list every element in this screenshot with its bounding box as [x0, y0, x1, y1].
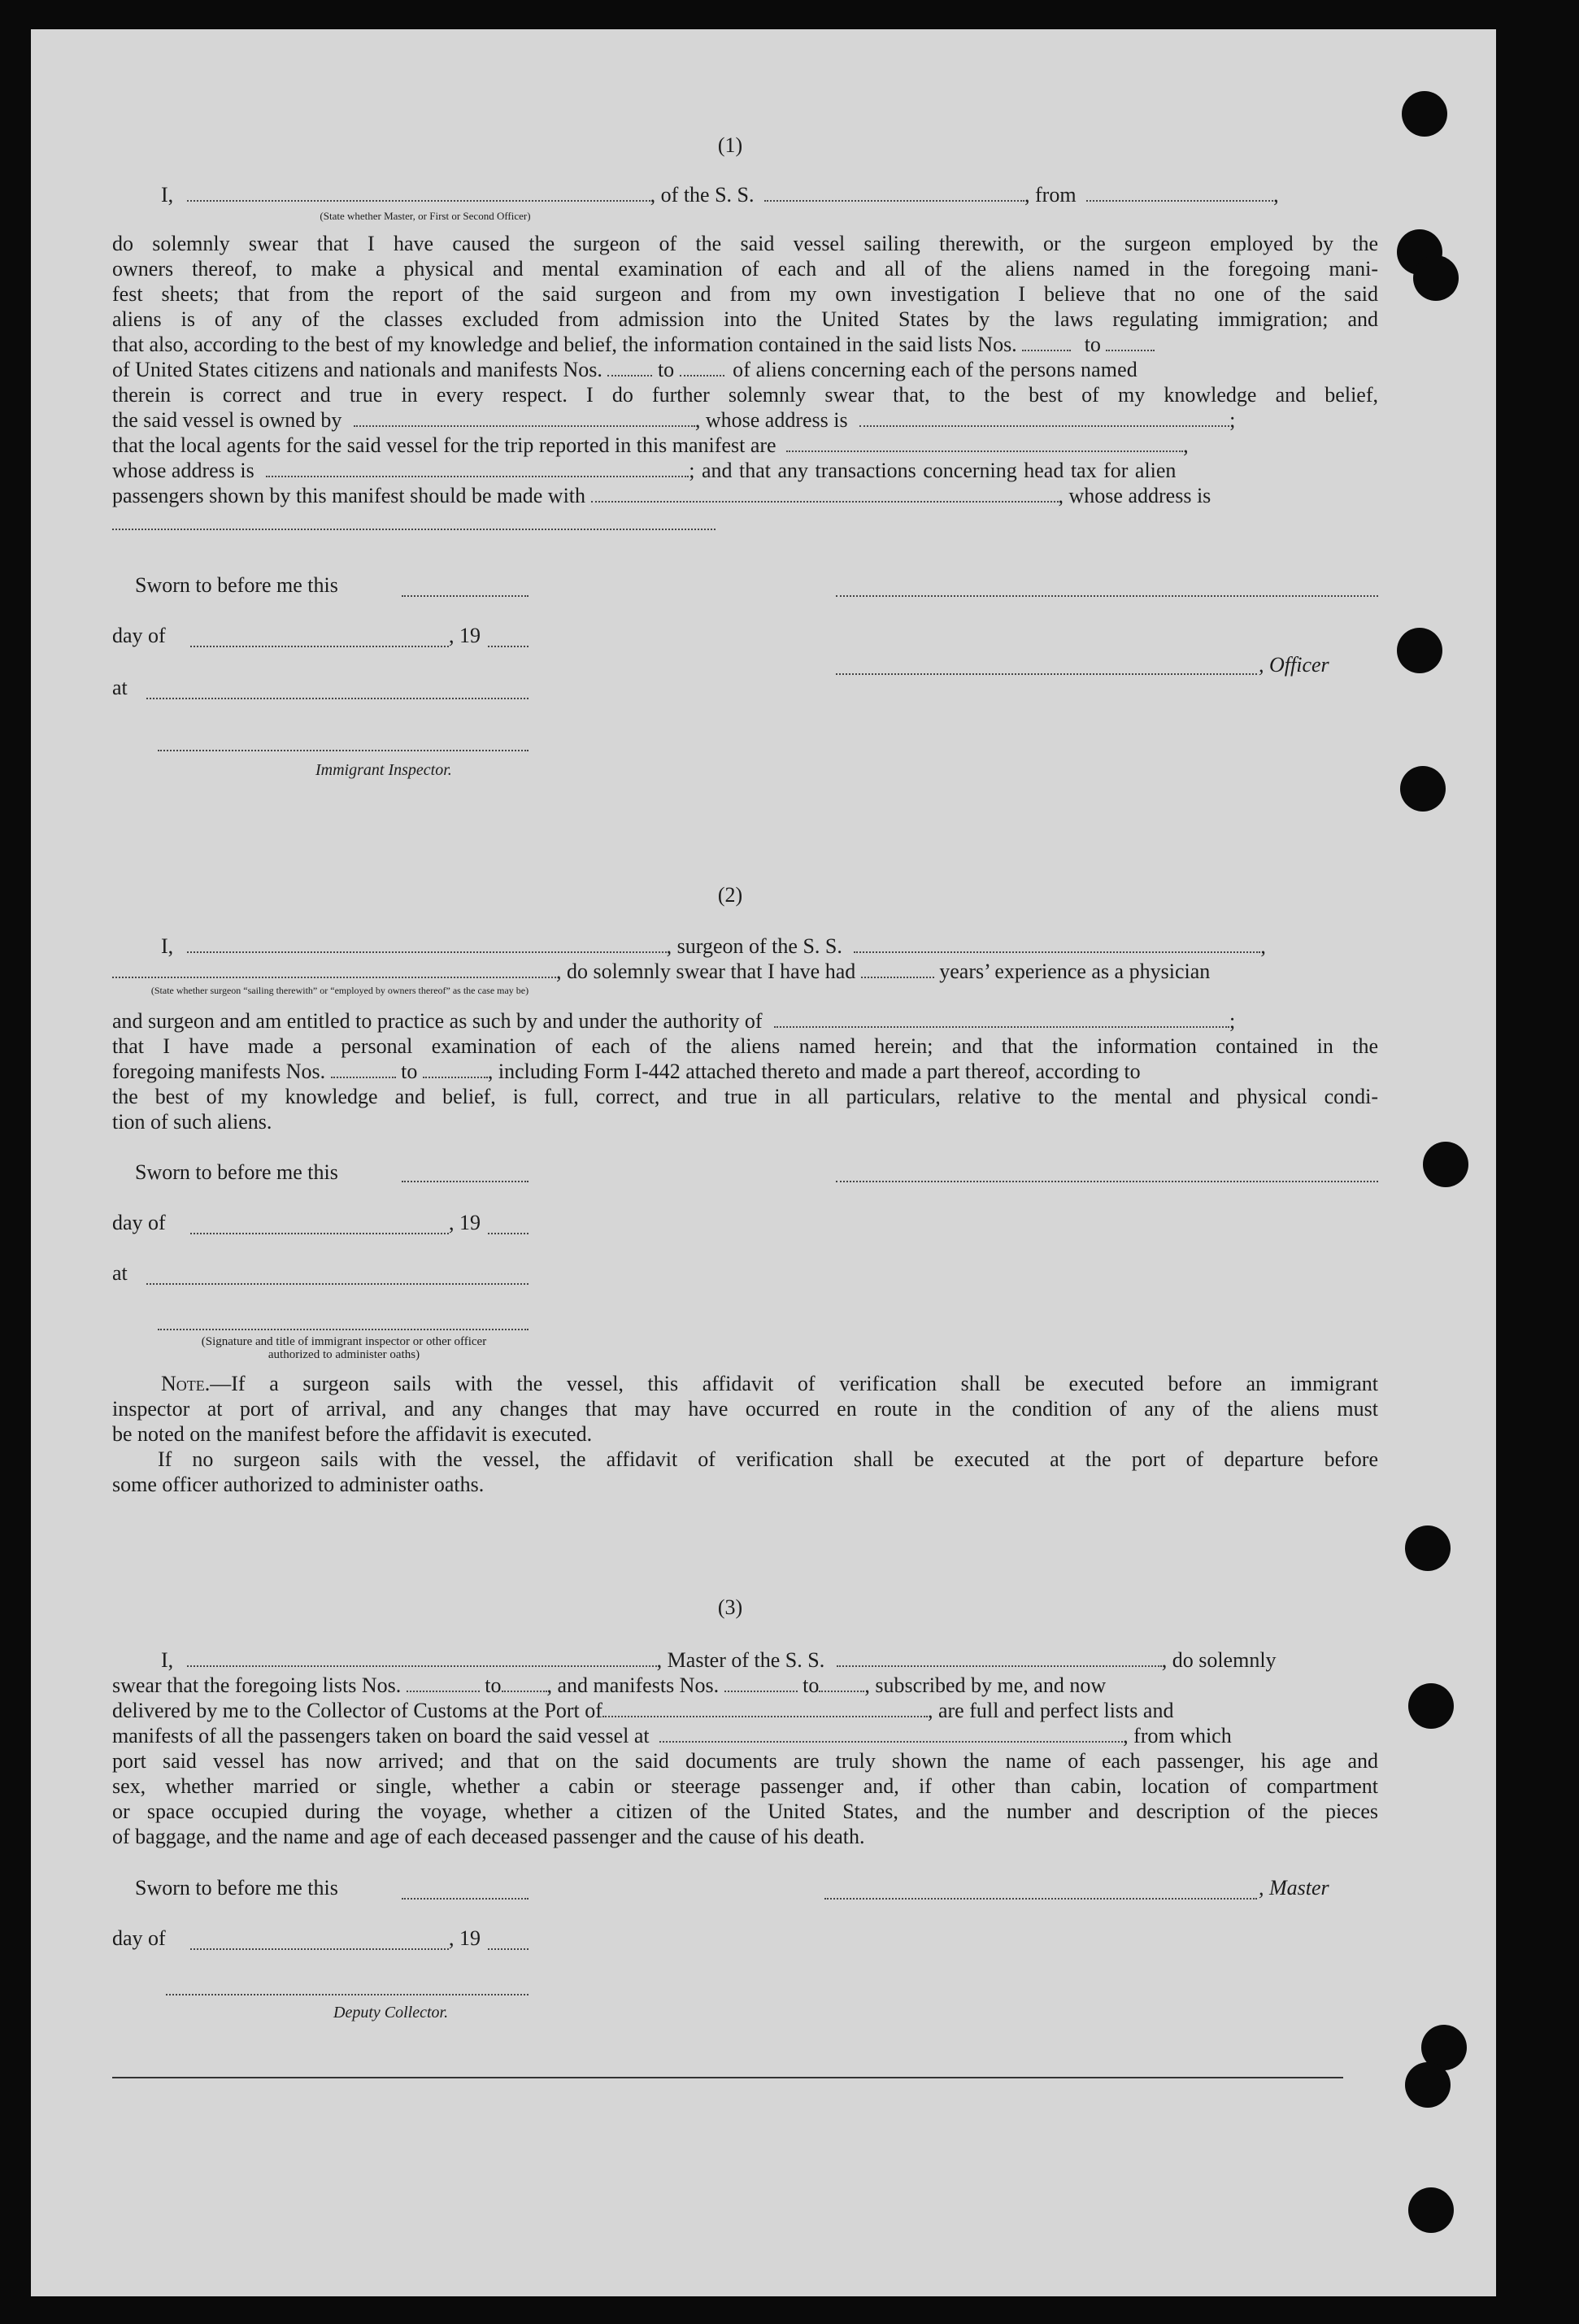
punch-hole	[1405, 2062, 1451, 2108]
owner-field[interactable]	[354, 407, 695, 427]
s1-body-10: whose address is ; and that any transactions concerning head tax for alien	[112, 459, 1177, 482]
s3-line-1: I, , Master of the S. S. , do solemnly	[161, 1648, 1277, 1672]
s3-year-field[interactable]	[488, 1947, 529, 1950]
head-tax-address-field[interactable]	[112, 527, 716, 530]
section-2-number: (2)	[717, 883, 743, 907]
s2-note-line-5: some officer authorized to administer oaths.	[112, 1473, 485, 1496]
punch-hole	[1408, 1683, 1454, 1729]
authority-field[interactable]	[774, 1008, 1229, 1028]
s3-list-from-field[interactable]	[407, 1673, 480, 1692]
vessel-name-field[interactable]	[764, 182, 1024, 202]
s3-body-4: of baggage, and the name and age of each deceased passenger and the cause of his death.	[112, 1825, 865, 1848]
s3-manifest-to-field[interactable]	[819, 1673, 864, 1692]
agents-address-field[interactable]	[266, 458, 689, 477]
s3-vessel-field[interactable]	[837, 1647, 1162, 1667]
s1-officer-field[interactable]	[836, 672, 1257, 675]
punch-hole	[1413, 255, 1459, 301]
s1-sworn-day-field[interactable]	[402, 594, 529, 597]
bottom-rule	[112, 2077, 1343, 2078]
s2-signature-field[interactable]	[836, 1179, 1378, 1182]
s2-line-7: tion of such aliens.	[112, 1110, 272, 1134]
punch-hole	[1402, 91, 1447, 137]
s1-year-label: , 19	[449, 624, 481, 647]
s1-body-8: the said vessel is owned by , whose address is ;	[112, 408, 1236, 432]
s1-inspector-label: Immigrant Inspector.	[315, 761, 452, 779]
s3-deputy-label: Deputy Collector.	[333, 2004, 449, 2022]
s2-signature-note: (Signature and title of immigrant inspector or other officer authorized to administer oaths)	[201, 1335, 487, 1361]
s2-at-label: at	[112, 1261, 128, 1285]
s1-signature-field[interactable]	[836, 594, 1378, 597]
s2-line-1: I, , surgeon of the S. S. ,	[161, 934, 1266, 958]
manifest-no-to-field[interactable]	[680, 357, 724, 376]
s2-vessel-field[interactable]	[854, 934, 1260, 953]
s3-line-3: delivered by me to the Collector of Customs at the Port of , are full and perfect lists and	[112, 1699, 1174, 1722]
s3-sworn-label: Sworn to before me this	[135, 1876, 338, 1900]
from-port-field[interactable]	[1086, 182, 1273, 202]
s2-sworn-day-field[interactable]	[402, 1179, 529, 1182]
s3-day-of-label: day of	[112, 1926, 166, 1950]
s3-body-2: sex, whether married or single, whether a cabin or steerage passenger and, if other than cabin, location of compartment	[112, 1774, 1378, 1798]
s1-officer-label: , Officer	[1259, 653, 1329, 677]
s1-note: (State whether Master, or First or Second Officer)	[320, 210, 531, 222]
s2-line-2: , do solemnly swear that I have had years’ experience as a physician	[112, 959, 1378, 984]
s1-line-1: I, , of the S. S. , from ,	[161, 183, 1279, 207]
form-page	[31, 29, 1496, 2296]
s2-at-field[interactable]	[146, 1282, 529, 1285]
local-agents-field[interactable]	[786, 433, 1183, 452]
section-3-number: (3)	[717, 1595, 743, 1619]
s3-body-3: or space occupied during the voyage, whether a citizen of the United States, and the number and description of the pieces	[112, 1800, 1378, 1823]
surgeon-name-field[interactable]	[187, 934, 667, 953]
s1-body-3: fest sheets; that from the report of the said surgeon and from my own investigation I believe that no one of the said	[112, 282, 1378, 306]
years-experience-field[interactable]	[861, 959, 934, 978]
s3-manifest-from-field[interactable]	[724, 1673, 798, 1692]
s2-manifest-from-field[interactable]	[331, 1059, 396, 1078]
section-1-number: (1)	[717, 133, 743, 157]
s2-year-field[interactable]	[488, 1231, 529, 1234]
s1-sworn-label: Sworn to before me this	[135, 573, 338, 597]
s1-month-field[interactable]	[190, 644, 449, 647]
s2-sworn-label: Sworn to before me this	[135, 1160, 338, 1184]
s3-year-label: , 19	[449, 1926, 481, 1950]
s1-body-2: owners thereof, to make a physical and mental examination of each and all of the aliens named in the foregoing mani-	[112, 257, 1378, 281]
s2-note: (State whether surgeon “sailing therewith” or “employed by owners thereof” as the case may be)	[150, 985, 529, 996]
s2-day-of-label: day of	[112, 1211, 166, 1234]
s2-note-line-3: be noted on the manifest before the affidavit is executed.	[112, 1422, 593, 1446]
s2-month-field[interactable]	[190, 1231, 449, 1234]
list-no-from-field[interactable]	[1022, 332, 1071, 351]
punch-hole	[1408, 2187, 1454, 2233]
s3-port-field[interactable]	[602, 1698, 928, 1717]
s2-note-line-1: Note.—If a surgeon sails with the vessel, this affidavit of verification shall be executed before an immigrant	[161, 1372, 1378, 1395]
manifest-no-from-field[interactable]	[607, 357, 652, 376]
s3-sworn-day-field[interactable]	[402, 1896, 529, 1900]
master-officer-field[interactable]	[187, 182, 650, 202]
s3-list-to-field[interactable]	[502, 1673, 547, 1692]
s1-body-6: of United States citizens and nationals and manifests Nos. to of aliens concerning each of the persons named	[112, 358, 1137, 381]
s3-month-field[interactable]	[190, 1947, 449, 1950]
s2-note-line-4: If no surgeon sails with the vessel, the affidavit of verification shall be executed at the port of departure before	[158, 1447, 1378, 1471]
s2-line-4: that I have made a personal examination of each of the aliens named herein; and that the information contained in the	[112, 1034, 1378, 1058]
list-no-to-field[interactable]	[1106, 332, 1155, 351]
head-tax-contact-field[interactable]	[591, 483, 1059, 503]
s2-line-6: the best of my knowledge and belief, is full, correct, and true in all particulars, relative to the mental and physical condi-	[112, 1085, 1378, 1108]
s1-body-4: aliens is of any of the classes excluded from admission into the United States by the laws regulating immigration; and	[112, 307, 1378, 331]
punch-hole	[1423, 1142, 1468, 1187]
s3-departure-port-field[interactable]	[659, 1723, 1123, 1743]
s2-manifest-to-field[interactable]	[423, 1059, 488, 1078]
punch-hole	[1400, 766, 1446, 812]
punch-hole	[1397, 628, 1442, 673]
s3-master-signature-field[interactable]	[824, 1896, 1257, 1900]
s3-line-2: swear that the foregoing lists Nos. to , and manifests Nos. to , subscribed by me, and now	[112, 1673, 1107, 1697]
s3-master-label: , Master	[1259, 1876, 1329, 1900]
punch-hole	[1405, 1525, 1451, 1571]
s1-day-of-label: day of	[112, 624, 166, 647]
s1-at-field[interactable]	[146, 696, 529, 699]
s3-line-4: manifests of all the passengers taken on board the said vessel at , from which	[112, 1724, 1232, 1747]
surgeon-status-field[interactable]	[112, 959, 556, 978]
s1-body-9: that the local agents for the said vessel for the trip reported in this manifest are ,	[112, 433, 1189, 457]
s3-body-1: port said vessel has now arrived; and that on the said documents are truly shown the name of each passenger, his age and	[112, 1749, 1378, 1773]
s1-body-11: passengers shown by this manifest should be made with , whose address is	[112, 484, 1211, 507]
s3-master-name-field[interactable]	[187, 1647, 657, 1667]
s2-inspector-signature[interactable]	[158, 1327, 529, 1330]
owner-address-field[interactable]	[859, 407, 1229, 427]
s1-body-1: do solemnly swear that I have caused the surgeon of the said vessel sailing therewith, or the surgeon employed by the	[112, 232, 1378, 255]
s2-year-label: , 19	[449, 1211, 481, 1234]
s2-note-line-2: inspector at port of arrival, and any changes that may have occurred en route in the condition of any of the aliens must	[112, 1397, 1378, 1421]
s1-body-7: therein is correct and true in every respect. I do further solemnly swear that, to the best of my knowledge and belief,	[112, 383, 1378, 407]
s1-inspector-signature[interactable]	[158, 748, 529, 751]
s3-deputy-signature[interactable]	[166, 1992, 529, 1995]
s2-line-5: foregoing manifests Nos. to , including Form I-442 attached thereto and made a part thereof, according to	[112, 1060, 1141, 1083]
s1-body-5: that also, according to the best of my knowledge and belief, the information contained in the said lists Nos. to	[112, 332, 1378, 357]
s1-at-label: at	[112, 676, 128, 699]
s2-line-3: and surgeon and am entitled to practice as such by and under the authority of ;	[112, 1009, 1236, 1033]
s1-year-field[interactable]	[488, 644, 529, 647]
